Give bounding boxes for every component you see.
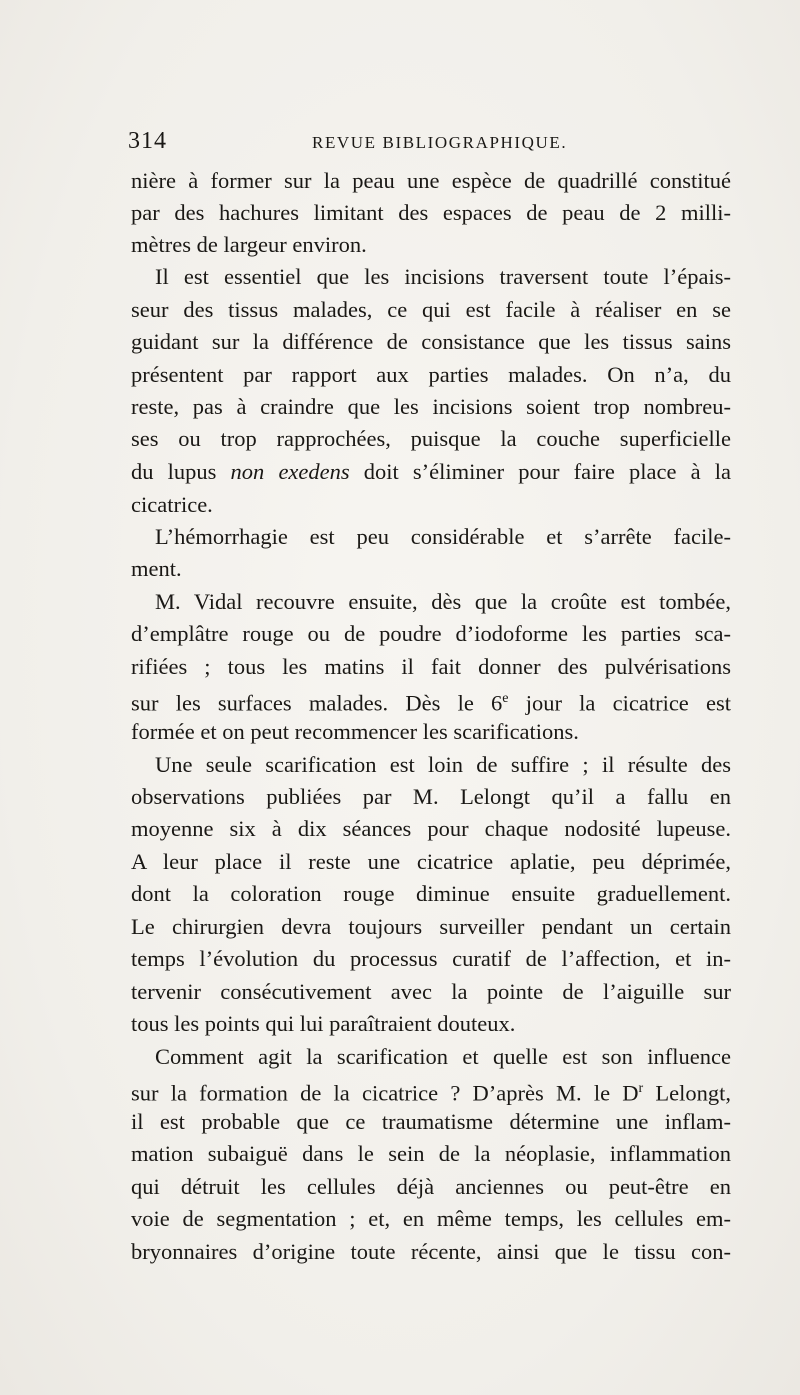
text-line: Le chirurgien devra toujours surveiller pendant un certain [131,914,731,939]
text-line: Comment agit la scarification et quelle est son influence [155,1044,731,1069]
text-line: il est probable que ce traumatisme détermine une inflam- [131,1109,731,1134]
text-line: guidant sur la différence de consistance que les tissus sains [131,329,731,354]
text-line: dont la coloration rouge diminue ensuite graduellement. [131,881,731,906]
text-line: bryonnaires d’origine toute récente, ainsi que le tissu con- [131,1239,731,1264]
text-line [131,1073,731,1105]
text-line: rifiées ; tous les matins il fait donner des pulvérisations [131,654,731,679]
text-line: d’emplâtre rouge ou de poudre d’iodoforme les parties sca- [131,621,731,646]
text-line: nière à former sur la peau une espèce de quadrillé constitué [131,168,731,193]
text-line: présentent par rapport aux parties malades. On n’a, du [131,362,731,387]
text-run: doit s’éliminer pour faire place à la [363,459,731,484]
page-number: 314 [128,128,167,154]
text-line: M. Vidal recouvre ensuite, dès que la croûte est tombée, [155,589,731,614]
text-line: tous les points qui lui paraîtraient douteux. [131,1011,516,1036]
text-run: sur les surfaces malades. Dès le 6 [131,690,503,716]
text-line: tervenir consécutivement avec la pointe de l’aiguille sur [131,979,731,1004]
text-line: par des hachures limitant des espaces de peau de 2 milli- [131,200,731,225]
text-line: voie de segmentation ; et, en même temps, les cellules em- [131,1206,731,1231]
text-run: sur la formation de la cicatrice ? D’après M. le D [131,1080,639,1106]
text-line: ses ou trop rapprochées, puisque la couche superficielle [131,426,731,451]
text-run: jour la cicatrice est [508,690,731,716]
text-line: mation subaiguë dans le sein de la néoplasie, inflammation [131,1141,731,1166]
text-line: mètres de largeur environ. [131,232,367,257]
italic-phrase: non exedens [230,459,350,484]
superscript: e [502,691,509,706]
text-line: A leur place il reste une cicatrice aplatie, peu déprimée, [131,849,731,874]
text-line: ment. [131,556,182,581]
text-line: Une seule scarification est loin de suffire ; il résulte des [155,752,731,777]
text-line: L’hémorrhagie est peu considérable et s’arrête facile- [155,524,731,549]
page-header [128,128,728,160]
text-line: cicatrice. [131,492,213,517]
text-line: seur des tissus malades, ce qui est facile à réaliser en se [131,297,731,322]
text-line: qui détruit les cellules déjà anciennes ou peut-être en [131,1174,731,1199]
text-line: moyenne six à dix séances pour chaque nodosité lupeuse. [131,816,731,841]
text-line: temps l’évolution du processus curatif de l’affection, et in- [131,946,731,971]
text-line [131,683,731,715]
text-line: reste, pas à craindre que les incisions soient trop nombreu- [131,394,731,419]
text-line: Il est essentiel que les incisions traversent toute l’épais- [155,264,731,289]
text-line [131,456,731,488]
text-line: observations publiées par M. Lelongt qu’il a fallu en [131,784,731,809]
running-head: REVUE BIBLIOGRAPHIQUE. [312,133,568,152]
text-run: Lelongt, [643,1080,732,1106]
text-run: du lupus [131,459,217,484]
superscript: r [638,1081,644,1096]
text-line: formée et on peut recommencer les scarifications. [131,719,579,744]
